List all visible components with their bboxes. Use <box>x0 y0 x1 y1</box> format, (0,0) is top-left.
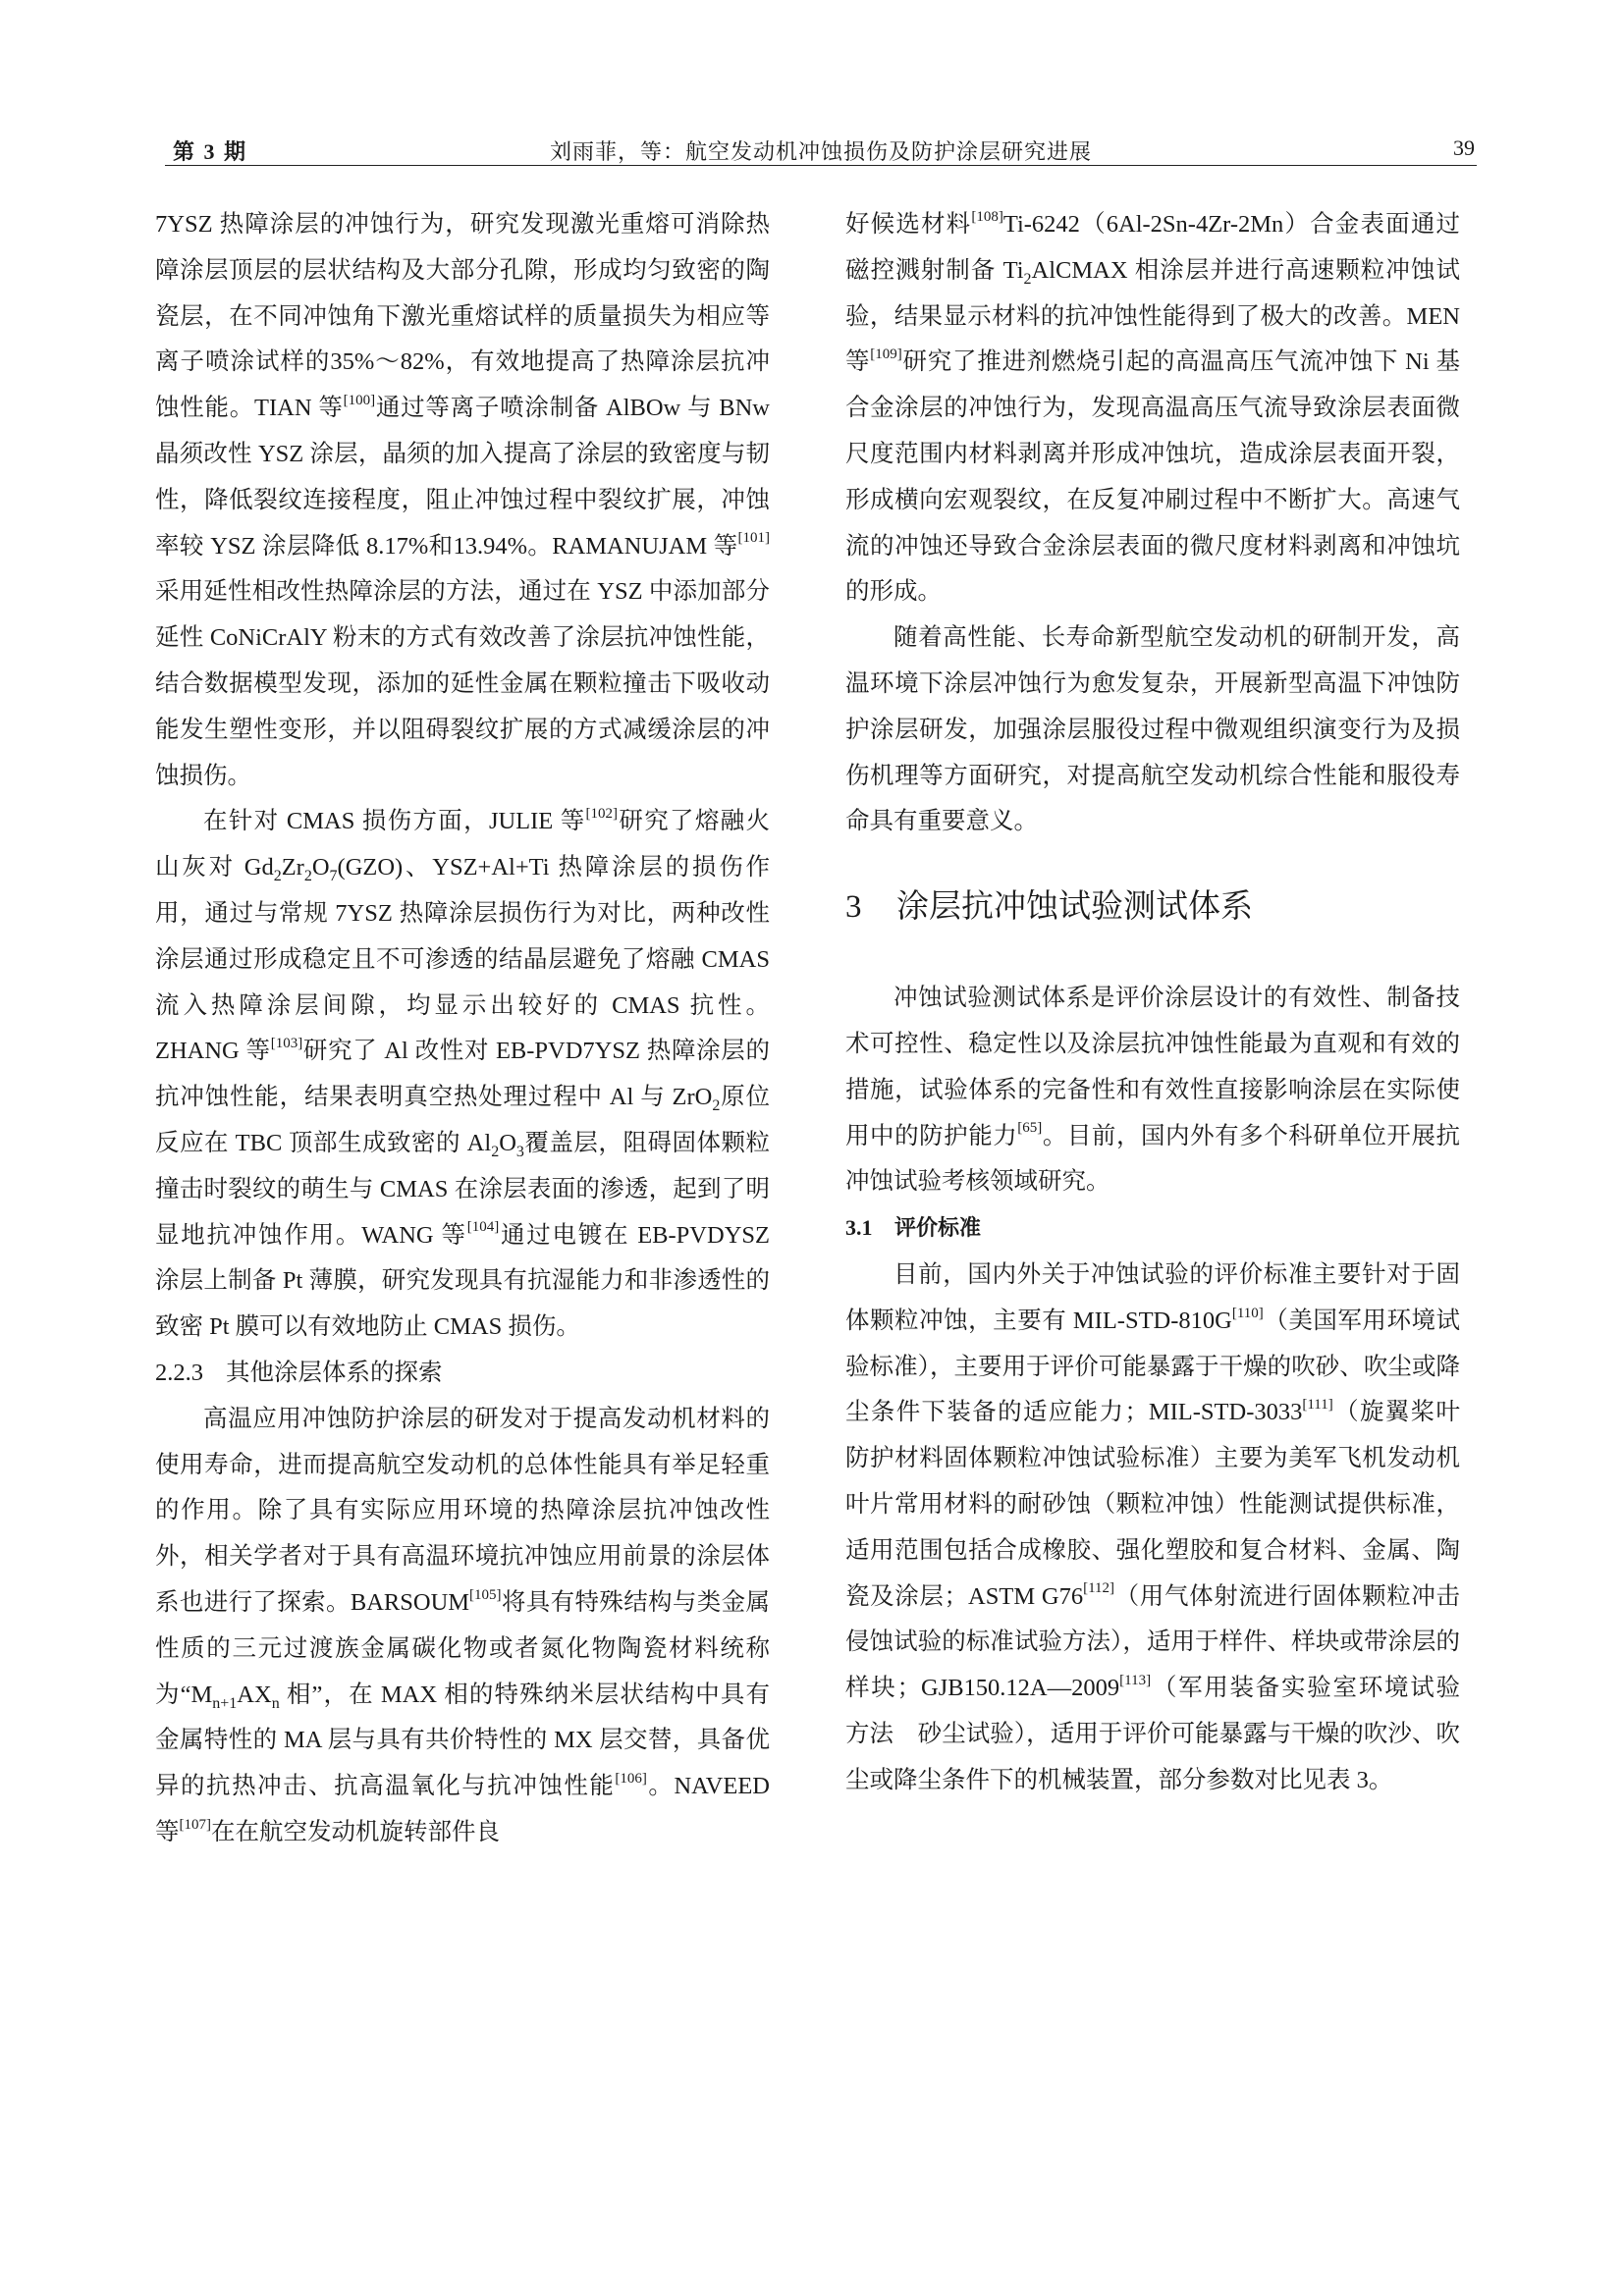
citation-ref: [113] <box>1119 1672 1152 1688</box>
right-column <box>845 202 1460 1804</box>
citation-ref: [104] <box>466 1219 500 1236</box>
subscript: 2 <box>491 1143 500 1160</box>
text-segment: 采用延性相改性热障涂层的方法，通过在 YSZ 中添加部分延性 CoNiCrAlY 粉末的方式有效改善了涂层抗冲蚀性能，结合数据模型发现，添加的延性金属在颗粒撞击下吸收动能发生塑性变形，并以阻碍裂纹扩展的方式减缓涂层的冲蚀损伤。 <box>155 578 770 789</box>
text-segment: O <box>499 1129 516 1156</box>
citation-ref: [100] <box>343 393 376 409</box>
text-segment: 原位反应在 TBC 顶部生成致密的 Al <box>155 1084 770 1156</box>
text-segment: 。目前，国内外有多个科研单位开展抗冲蚀试验考核领域研究。 <box>845 1122 1461 1196</box>
text-segment: （美国军用环境试验标准），主要用于评价可能暴露于干燥的吹砂、吹尘或降尘条件下装备的适应能力；MIL-STD-3033 <box>845 1307 1461 1426</box>
section-title: 涂层抗冲蚀试验测试体系 <box>896 886 1253 926</box>
citation-ref: [101] <box>737 530 770 547</box>
citation-ref: [109] <box>870 347 902 363</box>
paragraph <box>155 1397 770 1856</box>
issue-label: 第 3 期 <box>173 139 248 164</box>
text-segment: 相”，在 MAX 相的特殊纳米层状结构中具有金属特性的 MA 层与具有共价特性的 MX 层交替，具备优异的抗热冲击、抗高温氧化与抗冲蚀性能 <box>155 1681 770 1800</box>
section-number: 3 <box>845 889 862 926</box>
text-segment: 通过电镀在 EB-PVDYSZ 涂层上制备 Pt 薄膜，研究发现具有抗湿能力和非渗透性的致密 Pt 膜可以有效地防止 CMAS 损伤。 <box>155 1221 770 1341</box>
text-segment: 将具有特殊结构与类金属性质的三元过渡族金属碳化物或者氮化物陶瓷材料统称为“M <box>155 1588 770 1708</box>
text-segment: 。NAVEED 等 <box>155 1773 770 1845</box>
citation-ref: [103] <box>270 1036 303 1052</box>
text-segment: 7YSZ 热障涂层的冲蚀行为，研究发现激光重熔可消除热障涂层顶层的层状结构及大部分孔隙，形成均匀致密的陶瓷层，在不同冲蚀角下激光重熔试样的质量损失为相应等离子喷涂试样的35%～82%，有效地提高了热障涂层抗冲蚀性能。TIAN 等 <box>155 211 770 422</box>
subscript: n+1 <box>212 1694 238 1712</box>
text-segment: （旋翼桨叶防护材料固体颗粒冲蚀试验标准）主要为美军飞机发动机叶片常用材料的耐砂蚀（颗粒冲蚀）性能测试提供标准，适用范围包括合成橡胶、强化塑胶和复合材料、金属、陶瓷及涂层；ASTM G76 <box>845 1399 1460 1610</box>
running-title: 刘雨菲，等：航空发动机冲蚀损伤及防护涂层研究进展 <box>549 139 1092 164</box>
text-segment: 高温应用冲蚀防护涂层的研发对于提高发动机材料的使用寿命，进而提高航空发动机的总体性能具有举足轻重的作用。除了具有实际应用环境的热障涂层抗冲蚀改性外，相关学者对于具有高温环境抗冲蚀应用前景的涂层体系也进行了探索。BARSOUM <box>155 1405 770 1616</box>
text-segment: 冲蚀试验测试体系是评价涂层设计的有效性、制备技术可控性、稳定性以及涂层抗冲蚀性能最为直观和有效的措施，试验体系的完备性和有效性直接影响涂层在实际使用中的防护能力 <box>845 985 1460 1149</box>
paragraph: 随着高性能、长寿命新型航空发动机的研制开发，高温环境下涂层冲蚀行为愈发复杂，开展新型高温下冲蚀防护涂层研发，加强涂层服役过程中微观组织演变行为及损伤机理等方面研究，对提高航空发动机综合性能和服役寿命具有重要意义。 <box>845 624 1460 835</box>
subsubsection-number: 2.2.3 <box>155 1359 203 1386</box>
citation-ref: [107] <box>179 1816 211 1833</box>
text-segment: 研究了推进剂燃烧引起的高温高压气流冲蚀下 Ni 基合金涂层的冲蚀行为，发现高温高压气流导致涂层表面微尺度范围内材料剥离并形成冲蚀坑，造成涂层表面开裂，形成横向宏观裂纹，在反复冲刷过程中不断扩大。高速气流的冲蚀还导致合金涂层表面的微尺度材料剥离和冲蚀坑的形成。 <box>845 348 1461 606</box>
paragraph <box>155 799 770 1351</box>
text-segment: 在针对 CMAS 损伤方面，JULIE 等 <box>203 808 586 835</box>
paragraph <box>155 202 770 799</box>
text-segment: 在在航空发动机旋转部件良 <box>211 1818 500 1845</box>
citation-ref: [110] <box>1231 1305 1264 1321</box>
text-segment: 好候选材料 <box>845 211 972 238</box>
text-segment: AX <box>237 1681 272 1708</box>
subscript: 2 <box>303 868 312 885</box>
text-segment: 研究了 Al 改性对 EB-PVD7YSZ 热障涂层的抗冲蚀性能，结果表明真空热处理过程中 Al 与 ZrO <box>155 1038 770 1111</box>
text-segment: 研究了熔融火山灰对 Gd <box>155 808 770 881</box>
text-segment: (GZO)、YSZ+Al+Ti 热障涂层的损伤作用，通过与常规 7YSZ 热障涂层损伤行为对比，两种改性涂层通过形成稳定且不可渗透的结晶层避免了熔融 CMAS 流入热障涂层间隙，均显示出较好的 CMAS 抗性。ZHANG 等 <box>155 854 770 1065</box>
subscript: 3 <box>515 1143 524 1160</box>
subscript: 2 <box>273 868 282 885</box>
text-segment: AlCMAX 相涂层并进行高速颗粒冲蚀试验，结果显示材料的抗冲蚀性能得到了极大的改善。MEN 等 <box>845 256 1460 376</box>
page-header <box>165 126 1477 165</box>
text-segment: 覆盖层，阻碍固体颗粒撞击时裂纹的萌生与 CMAS 在涂层表面的渗透，起到了明显地抗冲蚀作用。WANG 等 <box>155 1129 771 1249</box>
subsection-title: 评价标准 <box>894 1216 982 1242</box>
text-segment: （用气体射流进行固体颗粒冲击侵蚀试验的标准试验方法），适用于样件、样块或带涂层的样块；GJB150.12A—2009 <box>845 1582 1460 1702</box>
section-heading <box>845 877 1460 936</box>
text-segment: Zr <box>281 854 304 881</box>
paragraph <box>845 976 1460 1205</box>
subscript: 2 <box>712 1097 721 1115</box>
left-column <box>155 202 770 1856</box>
citation-ref: [112] <box>1083 1580 1115 1597</box>
subsubsection-heading <box>155 1351 770 1397</box>
page-number: 39 <box>1453 135 1475 160</box>
subscript: 2 <box>1023 270 1032 288</box>
text-segment: 通过等离子喷涂制备 AlBOw 与 BNw 晶须改性 YSZ 涂层，晶须的加入提高了涂层的致密度与韧性，降低裂纹连接程度，阻止冲蚀过程中裂纹扩展，冲蚀率较 YSZ 涂层降低 8.17%和13.94%。RAMANUJAM 等 <box>155 395 770 560</box>
citation-ref: [108] <box>971 208 1003 225</box>
text-segment: 目前，国内外关于冲蚀试验的评价标准主要针对于固体颗粒冲蚀，主要有 MIL-STD-810G <box>845 1260 1460 1334</box>
text-segment: （军用装备实验室环境试验方法 砂尘试验），适用于评价可能暴露与干燥的吹沙、吹尘或降尘条件下的机械装置，部分参数对比见表 3。 <box>845 1675 1461 1793</box>
subscript: n <box>271 1694 280 1712</box>
citation-ref: [111] <box>1302 1397 1333 1414</box>
text-segment: O <box>311 854 330 881</box>
subscript: 7 <box>329 868 338 885</box>
subsubsection-title: 其他涂层体系的探索 <box>226 1359 443 1386</box>
subsection-heading <box>845 1205 1460 1253</box>
citation-ref: [105] <box>469 1586 502 1603</box>
subsection-number: 3.1 <box>845 1215 873 1241</box>
text-segment: Ti-6242（6Al-2Sn-4Zr-2Mn）合金表面通过磁控溅射制备 Ti <box>845 211 1460 284</box>
paragraph <box>845 202 1460 615</box>
citation-ref: [102] <box>585 806 619 823</box>
header-rule <box>165 165 1477 166</box>
paragraph <box>845 1253 1460 1804</box>
citation-ref: [106] <box>615 1770 647 1787</box>
citation-ref: [65] <box>1017 1120 1043 1137</box>
